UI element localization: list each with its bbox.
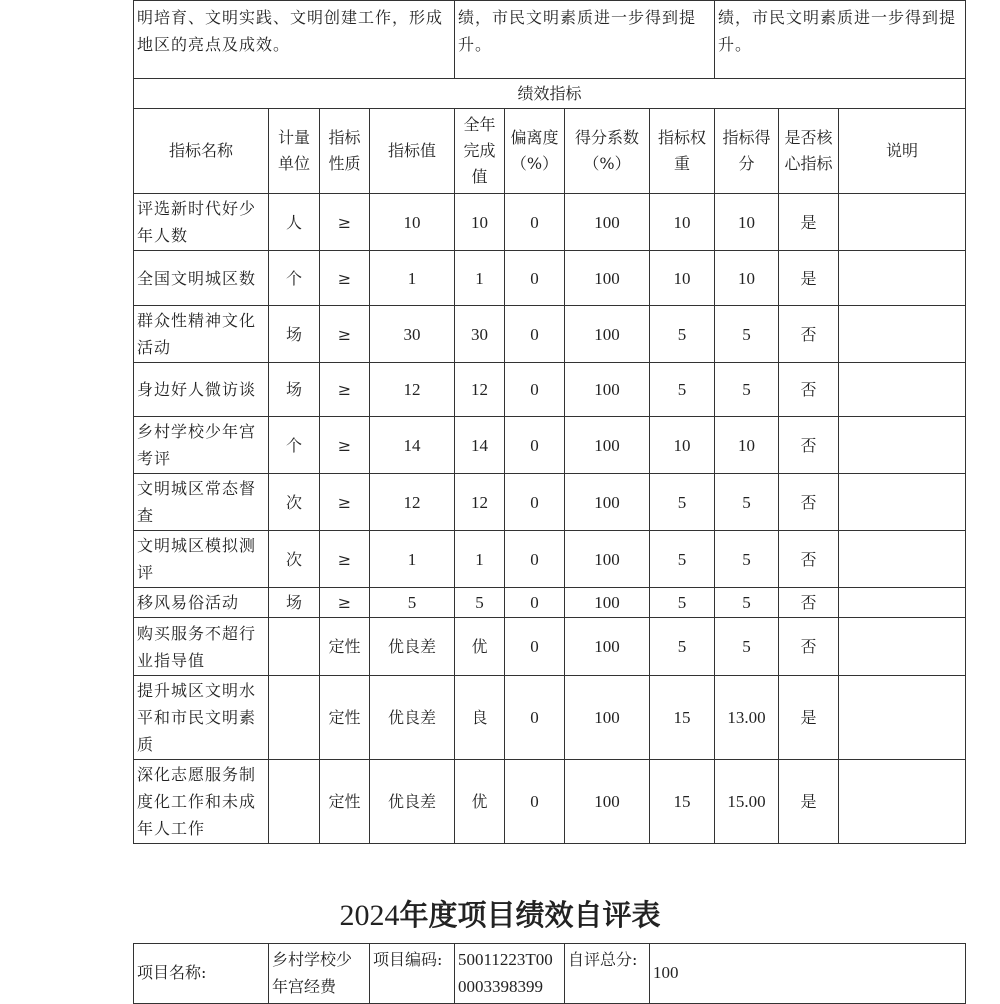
cell-actual: 12 <box>455 363 505 417</box>
cell-unit: 个 <box>269 417 320 474</box>
project-code-value: 50011223T000003398399 <box>455 944 565 1004</box>
cell-score: 5 <box>715 618 779 676</box>
cell-dev: 0 <box>505 306 565 363</box>
table-row <box>134 760 966 844</box>
cell-note <box>839 194 966 251</box>
table-row <box>134 676 966 760</box>
cell-dev: 0 <box>505 251 565 306</box>
cell-actual: 良 <box>455 676 505 760</box>
top-cell-3: 绩，市民文明素质进一步得到提升。 <box>715 1 966 79</box>
cell-core: 否 <box>779 588 839 618</box>
section-title: 绩效指标 <box>134 79 966 109</box>
cell-actual: 10 <box>455 194 505 251</box>
cell-actual: 1 <box>455 251 505 306</box>
header-cell: 说明 <box>839 109 966 194</box>
cell-target: 12 <box>370 363 455 417</box>
cell-coef: 100 <box>565 251 650 306</box>
header-cell: 指标值 <box>370 109 455 194</box>
cell-core: 否 <box>779 306 839 363</box>
cell-nature: 定性 <box>320 676 370 760</box>
table-row <box>134 588 966 618</box>
table-row <box>134 531 966 588</box>
cell-unit: 次 <box>269 474 320 531</box>
cell-dev: 0 <box>505 676 565 760</box>
cell-actual: 1 <box>455 531 505 588</box>
cell-note <box>839 474 966 531</box>
table-row <box>134 1 966 79</box>
cell-weight: 5 <box>650 363 715 417</box>
table-row <box>134 194 966 251</box>
cell-name: 评选新时代好少年人数 <box>134 194 269 251</box>
cell-name: 购买服务不超行业指导值 <box>134 618 269 676</box>
cell-score: 13.00 <box>715 676 779 760</box>
cell-dev: 0 <box>505 363 565 417</box>
table-row <box>134 251 966 306</box>
header-row <box>134 109 966 194</box>
cell-name: 深化志愿服务制度化工作和未成年人工作 <box>134 760 269 844</box>
cell-coef: 100 <box>565 588 650 618</box>
cell-note <box>839 531 966 588</box>
table-row <box>134 306 966 363</box>
cell-weight: 5 <box>650 531 715 588</box>
cell-actual: 14 <box>455 417 505 474</box>
cell-name: 提升城区文明水平和市民文明素质 <box>134 676 269 760</box>
cell-note <box>839 676 966 760</box>
cell-unit: 人 <box>269 194 320 251</box>
cell-target: 优良差 <box>370 618 455 676</box>
top-cell-2: 绩，市民文明素质进一步得到提升。 <box>455 1 715 79</box>
cell-dev: 0 <box>505 588 565 618</box>
cell-note <box>839 618 966 676</box>
cell-score: 10 <box>715 251 779 306</box>
cell-core: 否 <box>779 417 839 474</box>
cell-score: 5 <box>715 474 779 531</box>
cell-dev: 0 <box>505 618 565 676</box>
cell-note <box>839 760 966 844</box>
cell-coef: 100 <box>565 618 650 676</box>
project-info-table <box>133 943 966 1004</box>
cell-nature: ≥ <box>320 588 370 618</box>
cell-note <box>839 363 966 417</box>
cell-note <box>839 306 966 363</box>
cell-target: 1 <box>370 531 455 588</box>
cell-target: 5 <box>370 588 455 618</box>
cell-unit: 场 <box>269 588 320 618</box>
cell-score: 10 <box>715 417 779 474</box>
cell-coef: 100 <box>565 306 650 363</box>
cell-core: 否 <box>779 531 839 588</box>
cell-core: 是 <box>779 676 839 760</box>
self-score-label: 自评总分: <box>565 944 650 1004</box>
table-row <box>134 417 966 474</box>
cell-target: 30 <box>370 306 455 363</box>
title-year: 2024 <box>339 899 400 932</box>
cell-unit: 个 <box>269 251 320 306</box>
cell-target: 10 <box>370 194 455 251</box>
title-text: 年度项目绩效自评表 <box>399 898 661 932</box>
cell-name: 乡村学校少年宫考评 <box>134 417 269 474</box>
cell-actual: 30 <box>455 306 505 363</box>
cell-weight: 5 <box>650 618 715 676</box>
header-cell: 计量单位 <box>269 109 320 194</box>
header-cell: 指标权重 <box>650 109 715 194</box>
cell-score: 15.00 <box>715 760 779 844</box>
cell-target: 优良差 <box>370 676 455 760</box>
cell-core: 是 <box>779 251 839 306</box>
cell-dev: 0 <box>505 760 565 844</box>
cell-unit <box>269 676 320 760</box>
cell-score: 5 <box>715 588 779 618</box>
table-row <box>134 944 966 1004</box>
cell-dev: 0 <box>505 194 565 251</box>
performance-table <box>133 0 966 844</box>
header-cell: 指标性质 <box>320 109 370 194</box>
cell-name: 移风易俗活动 <box>134 588 269 618</box>
cell-target: 1 <box>370 251 455 306</box>
cell-core: 否 <box>779 474 839 531</box>
project-code-label: 项目编码: <box>370 944 455 1004</box>
cell-coef: 100 <box>565 417 650 474</box>
cell-unit: 次 <box>269 531 320 588</box>
cell-nature: 定性 <box>320 618 370 676</box>
cell-weight: 5 <box>650 474 715 531</box>
cell-weight: 10 <box>650 251 715 306</box>
cell-unit: 场 <box>269 306 320 363</box>
cell-name: 全国文明城区数 <box>134 251 269 306</box>
cell-weight: 10 <box>650 417 715 474</box>
cell-name: 身边好人微访谈 <box>134 363 269 417</box>
cell-weight: 15 <box>650 760 715 844</box>
cell-note <box>839 251 966 306</box>
cell-score: 5 <box>715 306 779 363</box>
cell-coef: 100 <box>565 194 650 251</box>
cell-nature: ≥ <box>320 363 370 417</box>
cell-target: 14 <box>370 417 455 474</box>
cell-nature: ≥ <box>320 194 370 251</box>
cell-dev: 0 <box>505 474 565 531</box>
header-cell: 偏离度（%） <box>505 109 565 194</box>
cell-nature: ≥ <box>320 251 370 306</box>
cell-actual: 优 <box>455 618 505 676</box>
table-row <box>134 363 966 417</box>
cell-target: 12 <box>370 474 455 531</box>
cell-score: 5 <box>715 531 779 588</box>
cell-actual: 5 <box>455 588 505 618</box>
project-name-value: 乡村学校少年宫经费 <box>269 944 370 1004</box>
cell-core: 否 <box>779 618 839 676</box>
header-cell: 全年完成值 <box>455 109 505 194</box>
page-title <box>0 893 1000 934</box>
cell-coef: 100 <box>565 363 650 417</box>
cell-weight: 5 <box>650 588 715 618</box>
header-cell: 指标名称 <box>134 109 269 194</box>
cell-actual: 12 <box>455 474 505 531</box>
cell-unit <box>269 618 320 676</box>
cell-dev: 0 <box>505 531 565 588</box>
cell-dev: 0 <box>505 417 565 474</box>
cell-coef: 100 <box>565 531 650 588</box>
cell-name: 群众性精神文化活动 <box>134 306 269 363</box>
cell-actual: 优 <box>455 760 505 844</box>
cell-score: 5 <box>715 363 779 417</box>
cell-note <box>839 588 966 618</box>
header-cell: 得分系数（%） <box>565 109 650 194</box>
header-cell: 指标得分 <box>715 109 779 194</box>
cell-coef: 100 <box>565 676 650 760</box>
cell-unit: 场 <box>269 363 320 417</box>
table-row <box>134 474 966 531</box>
table-row <box>134 618 966 676</box>
cell-weight: 10 <box>650 194 715 251</box>
project-name-label: 项目名称: <box>134 944 269 1004</box>
cell-score: 10 <box>715 194 779 251</box>
cell-nature: ≥ <box>320 417 370 474</box>
header-cell: 是否核心指标 <box>779 109 839 194</box>
cell-nature: ≥ <box>320 531 370 588</box>
top-cell-1: 明培育、文明实践、文明创建工作，形成地区的亮点及成效。 <box>134 1 455 79</box>
cell-name: 文明城区模拟测评 <box>134 531 269 588</box>
cell-core: 否 <box>779 363 839 417</box>
cell-unit <box>269 760 320 844</box>
cell-coef: 100 <box>565 760 650 844</box>
cell-coef: 100 <box>565 474 650 531</box>
cell-name: 文明城区常态督查 <box>134 474 269 531</box>
section-row <box>134 79 966 109</box>
self-score-value: 100 <box>650 944 966 1004</box>
cell-nature: ≥ <box>320 474 370 531</box>
cell-core: 是 <box>779 760 839 844</box>
cell-weight: 5 <box>650 306 715 363</box>
cell-weight: 15 <box>650 676 715 760</box>
cell-target: 优良差 <box>370 760 455 844</box>
cell-core: 是 <box>779 194 839 251</box>
cell-note <box>839 417 966 474</box>
cell-nature: 定性 <box>320 760 370 844</box>
cell-nature: ≥ <box>320 306 370 363</box>
